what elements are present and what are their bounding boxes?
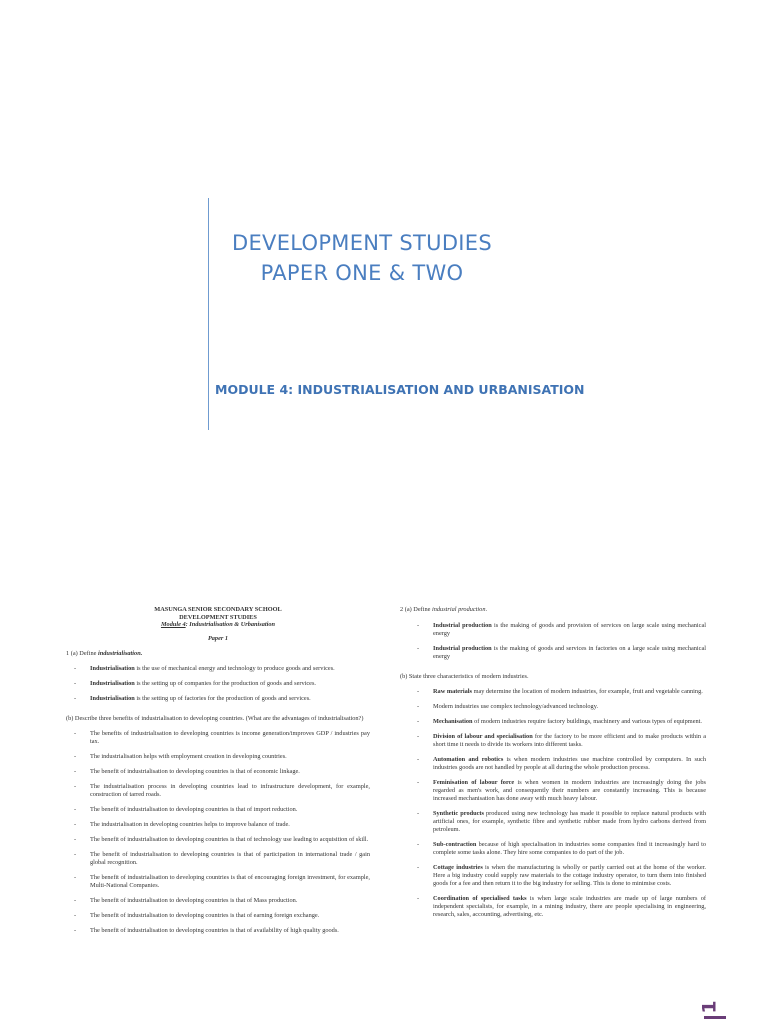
list-item: - The benefit of industrialisation to developing countries is that of participation in international trade / gain global recognition.	[66, 851, 370, 867]
list-item-term: Division of labour and specialisation	[433, 733, 533, 740]
list-item	[400, 622, 706, 638]
list-item-term: Sub-contraction	[433, 841, 477, 848]
school-name: MASUNGA SENIOR SECONDARY SCHOOL	[154, 606, 282, 613]
question-1a-term: industrialisation.	[98, 650, 143, 657]
list-item: - The industrialisation helps with employment creation in developing countries.	[66, 753, 370, 761]
page-number: 1	[698, 1000, 721, 1014]
list-item-text: for the factory to be more efficient and to make products within a short time it needs to divide its workers into different tasks.	[433, 733, 706, 748]
question-1b-answers	[66, 730, 370, 935]
list-item-text: because of high specialisation in industries some companies find it increasingly hard to complete some tasks alone. They hire some companies to do part of the job.	[433, 841, 706, 856]
question-1b: (b) Describe three benefits of industrialisation to developing countries. (What are the advantages of industrialisation?)	[66, 715, 364, 722]
list-item-text: is the use of mechanical energy and technology to produce goods and services.	[134, 665, 335, 672]
list-item-text: is the making of goods and services in factories on a large scale using mechanical energy	[433, 645, 706, 660]
list-item: - The benefit of industrialisation to developing countries is that of earning foreign exchange.	[66, 912, 370, 920]
question-1a-answers	[66, 665, 370, 703]
list-item	[400, 895, 706, 919]
list-item	[400, 756, 706, 772]
cover-title	[212, 228, 512, 288]
list-item	[400, 718, 706, 726]
list-item	[66, 695, 370, 703]
list-item	[400, 779, 706, 803]
list-item: - The benefit of industrialisation to developing countries is that of economic linkage.	[66, 768, 370, 776]
list-item	[66, 680, 370, 688]
list-item	[400, 810, 706, 834]
list-item-term: Industrialisation	[90, 695, 135, 702]
list-item-text: is the setting up of factories for the production of goods and services.	[134, 695, 311, 702]
question-2a-suffix: .	[485, 606, 488, 613]
list-item	[66, 665, 370, 673]
list-item	[400, 864, 706, 888]
list-item-text: Modern industries use complex technology/advanced technology.	[433, 703, 599, 710]
question-2a-answers	[400, 622, 706, 661]
question-2a	[400, 606, 706, 614]
cover-title-line2: PAPER ONE & TWO	[260, 261, 464, 285]
list-item-term: Synthetic products	[433, 810, 484, 817]
list-item: - The benefit of industrialisation to developing countries is that of import reduction.	[66, 806, 370, 814]
list-item-text: is when large scale industries are made up of large numbers of independent specialists, for example, in a mining industry, there are people specialising in engineering, research, sales, accounting, advertising, etc.	[433, 895, 707, 918]
question-2a-term: industrial production	[432, 606, 486, 613]
list-item: - The industrialisation process in developing countries lead to infrastructure development, for example, construction of tarred roads.	[66, 783, 370, 799]
list-item: - The industrialisation in developing countries helps to improve balance of trade.	[66, 821, 370, 829]
list-item-term: Coordination of specialised tasks	[433, 895, 527, 902]
list-item-text: is the setting up of companies for the production of goods and services.	[134, 680, 316, 687]
cover-title-line1: DEVELOPMENT STUDIES	[231, 231, 492, 255]
question-2b: (b) State three characteristics of modern industries.	[400, 673, 529, 680]
list-item: - The benefit of industrialisation to developing countries is that of encouraging foreign investment, for example, Multi-National Companies.	[66, 874, 370, 890]
subject-name: DEVELOPMENT STUDIES	[179, 613, 257, 621]
list-item-term: Mechanisation	[433, 718, 473, 725]
page-number-bar	[704, 1016, 726, 1019]
list-item: - The benefit of industrialisation to developing countries is that of technology use leading to acquisition of skill.	[66, 836, 370, 844]
list-item-term: Cottage industries	[433, 864, 483, 871]
list-item-text: is the making of goods and provision of services on large scale using mechanical energy	[433, 622, 706, 637]
list-item	[400, 841, 706, 857]
list-item-text: is when the manufacturing is wholly or partly carried out at the home of the worker. Here a big industry could supply raw materials to the cottage industry operator, to turn them into finished goods for a fee and then return it to the big industry for selling. This is done to minimise costs.	[433, 864, 707, 887]
list-item	[400, 703, 706, 711]
list-item-text: of modern industries require factory buildings, machinery and various types of equipment.	[472, 718, 702, 725]
list-item-term: Industrial production	[433, 645, 492, 652]
question-1a	[66, 650, 370, 658]
list-item: - The benefits of industrialisation to developing countries is income generation/improves GDP / industries pay tax.	[66, 730, 370, 746]
list-item-term: Raw materials	[433, 688, 472, 695]
list-item-term: Industrialisation	[90, 680, 135, 687]
list-item	[400, 645, 706, 661]
list-item	[400, 688, 706, 696]
list-item-term: Automation and robotics	[433, 756, 504, 763]
module-heading	[66, 621, 370, 629]
module-heading-prefix: Module 4	[160, 621, 186, 628]
list-item-text: is when women in modern industries are increasingly doing the jobs regarded as men's work, and consequently their numbers are constantly increasing. This is because increased mechanisation has done away with much heavy labour.	[433, 779, 706, 802]
list-item-term: Industrialisation	[90, 665, 135, 672]
list-item-text: produced using new technology has made it possible to replace natural products with artificial ones, for example, synthetic fibre and synthetic rubber made from hydro carbons derived from petroleum.	[433, 810, 706, 833]
list-item-text: is when modern industries use machine controlled by computers. In such industries goods are not handled by people at all during the whole production process.	[433, 756, 706, 771]
question-1a-prefix: 1 (a) Define	[66, 650, 98, 657]
question-2a-prefix: 2 (a) Define	[400, 606, 432, 613]
right-column	[400, 606, 706, 919]
list-item-term: Industrial production	[433, 622, 492, 629]
left-column	[66, 606, 370, 935]
list-item: - The benefit of industrialisation to developing countries is that of availability of high quality goods.	[66, 927, 370, 935]
list-item-term: Feminisation of labour force	[433, 779, 515, 786]
list-item	[400, 733, 706, 749]
paper-label: Paper 1	[207, 635, 229, 642]
cover-divider-line	[208, 198, 209, 430]
list-item: - The benefit of industrialisation to developing countries is that of Mass production.	[66, 897, 370, 905]
module-heading-rest: : Industrialisation & Urbanisation	[185, 621, 276, 628]
question-2b-answers	[400, 688, 706, 919]
module-title: MODULE 4: INDUSTRIALISATION AND URBANISATION	[215, 382, 585, 397]
list-item-text: may determine the location of modern industries, for example, fruit and vegetable canning.	[472, 688, 703, 695]
